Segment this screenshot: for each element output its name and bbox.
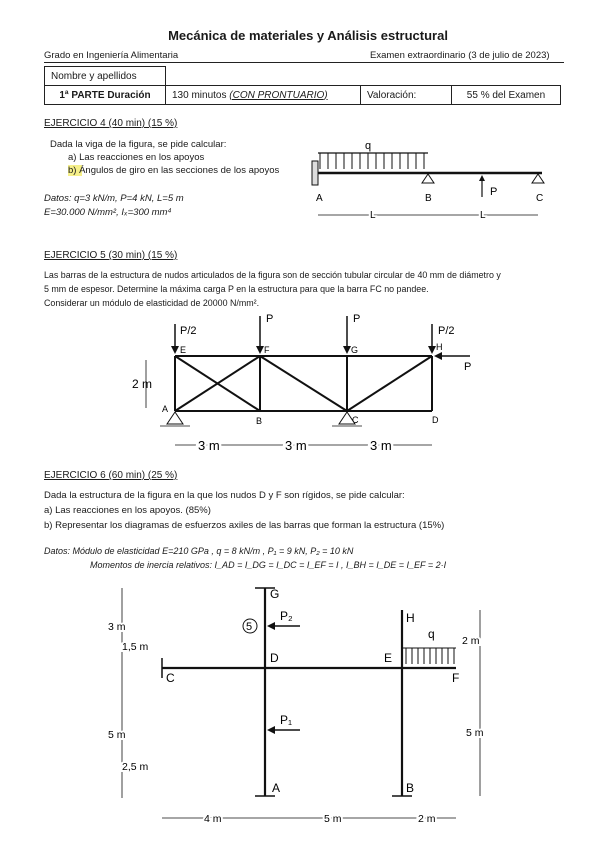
duration-cell	[166, 86, 361, 105]
ex6-node-e: E	[384, 651, 393, 665]
ex6-node-c: C	[166, 671, 175, 685]
ex4-item-b: b) Ángulos de giro en las secciones de los apoyos	[68, 165, 280, 176]
ex6-frame-figure	[100, 578, 520, 828]
ex6-dim-5m: 5 m	[108, 729, 126, 741]
ex4-data-2: E=30.000 N/mm², Iₓ=300 mm⁴	[44, 207, 172, 218]
exam-label: Examen extraordinario (3 de julio de 2023)	[370, 50, 550, 61]
ex6-item-b: b) Representar los diagramas de esfuerzos axiles de las barras que forman la estructura (15%)	[44, 520, 445, 531]
ex5-node-h: H	[436, 342, 443, 352]
ex6-node-g: G	[270, 587, 280, 601]
ex4-intro: Dada la viga de la figura, se pide calcular:	[50, 139, 227, 150]
ex5-load-label-e: P/2	[180, 325, 197, 337]
ex4-q-label: q	[365, 140, 372, 152]
ex6-distributed-load-arrows	[406, 648, 454, 664]
ex6-dim-2m-right: 2 m	[462, 635, 480, 647]
ex6-span-2m: 2 m	[418, 813, 436, 825]
valuation-label: Valoración:	[361, 86, 452, 105]
ex4-support-b	[422, 174, 434, 183]
ex5-support-a	[167, 412, 183, 424]
degree-label: Grado en Ingeniería Alimentaria	[44, 50, 179, 61]
header-rule	[44, 62, 564, 63]
ex4-support-c	[532, 174, 544, 183]
ex5-node-e: E	[180, 345, 187, 355]
with-notes-label: (CON PRONTUARIO)	[229, 89, 328, 101]
ex5-span-1: 3 m	[198, 438, 220, 453]
ex4-beam-figure	[300, 135, 570, 225]
ex4-node-c: C	[536, 193, 544, 204]
ex6-node-a: A	[272, 781, 281, 795]
valuation-value: 55 % del Examen	[452, 86, 561, 105]
ex6-span-5m: 5 m	[324, 813, 342, 825]
ex6-p1-label: P₁	[280, 713, 293, 727]
ex5-height-label: 2 m	[132, 377, 153, 391]
ex6-dim-5m-right: 5 m	[466, 727, 484, 739]
ex6-node-b: B	[406, 781, 415, 795]
ex5-load-label-f: P	[266, 313, 274, 325]
ex4-title: EJERCICIO 4 (40 min) (15 %)	[44, 118, 178, 129]
name-field[interactable]	[166, 67, 561, 86]
ex4-item-a: a) Las reacciones en los apoyos	[68, 152, 205, 163]
ex4-distributed-load-arrows	[320, 153, 424, 169]
page-title: Mecánica de materiales y Análisis estructural	[168, 28, 448, 43]
ex5-node-b: B	[256, 416, 263, 426]
ex5-span-3: 3 m	[370, 438, 392, 453]
ex5-line-2: 5 mm de espesor. Determine la máxima carga P en la estructura para que la barra FC no pandee.	[44, 284, 429, 294]
ex6-span-4m: 4 m	[204, 813, 222, 825]
ex5-load-label-side: P	[464, 361, 472, 373]
ex6-p2-label: P₂	[280, 609, 293, 623]
ex6-dim-15m: 1,5 m	[122, 641, 149, 653]
ex6-data-1: Datos: Módulo de elasticidad E=210 GPa , q = 8 kN/m , P₁ = 9 kN, P₂ = 10 kN	[44, 546, 354, 556]
ex5-node-g: G	[351, 345, 359, 355]
ex6-intro: Dada la estructura de la figura en la que los nudos D y F son rígidos, se pide calcular:	[44, 490, 405, 501]
ex5-title: EJERCICIO 5 (30 min) (15 %)	[44, 250, 178, 261]
ex5-node-f: F	[264, 345, 270, 355]
ex6-dim-3m: 3 m	[108, 621, 126, 633]
ex5-line-3: Considerar un módulo de elasticidad de 20000 N/mm².	[44, 298, 260, 308]
ex4-span-l2: L	[480, 210, 486, 221]
ex6-q-label: q	[428, 627, 435, 641]
ex5-load-label-h: P/2	[438, 325, 455, 337]
ex5-node-d: D	[432, 415, 439, 425]
ex6-item-a: a) Las reacciones en los apoyos. (85%)	[44, 505, 211, 516]
ex4-data-1: Datos: q=3 kN/m, P=4 kN, L=5 m	[44, 193, 184, 204]
exam-info-table	[44, 66, 561, 105]
ex6-dim-25m: 2,5 m	[122, 761, 149, 773]
ex4-fixed-support-a	[312, 161, 318, 185]
ex4-node-b: B	[425, 193, 432, 204]
duration-value: 130 minutos	[172, 89, 227, 101]
ex5-load-label-g: P	[353, 313, 361, 325]
ex6-node-d: D	[270, 651, 279, 665]
ex4-p-label: P	[490, 186, 498, 198]
ex4-node-a: A	[316, 193, 323, 204]
ex6-data-2: Momentos de inercia relativos: I_AD = I_DG = I_DC = I_EF = I , I_BH = I_DE = I_EF = 2·I	[90, 560, 447, 570]
ex6-title: EJERCICIO 6 (60 min) (25 %)	[44, 470, 178, 481]
part-label: 1ª PARTE Duración	[45, 86, 166, 105]
ex5-node-a: A	[162, 404, 169, 414]
ex4-span-l1: L	[370, 210, 376, 221]
ex5-span-2: 3 m	[285, 438, 307, 453]
ex5-truss-figure	[130, 308, 490, 458]
ex6-node-f: F	[452, 671, 460, 685]
name-label: Nombre y apellidos	[45, 67, 166, 86]
ex5-node-c: C	[352, 415, 359, 425]
ex6-node-h: H	[406, 611, 415, 625]
ex5-line-1: Las barras de la estructura de nudos articulados de la figura son de sección tubular circular de 40 mm de diámetro y	[44, 270, 501, 280]
ex6-five-label: 5	[246, 621, 253, 633]
